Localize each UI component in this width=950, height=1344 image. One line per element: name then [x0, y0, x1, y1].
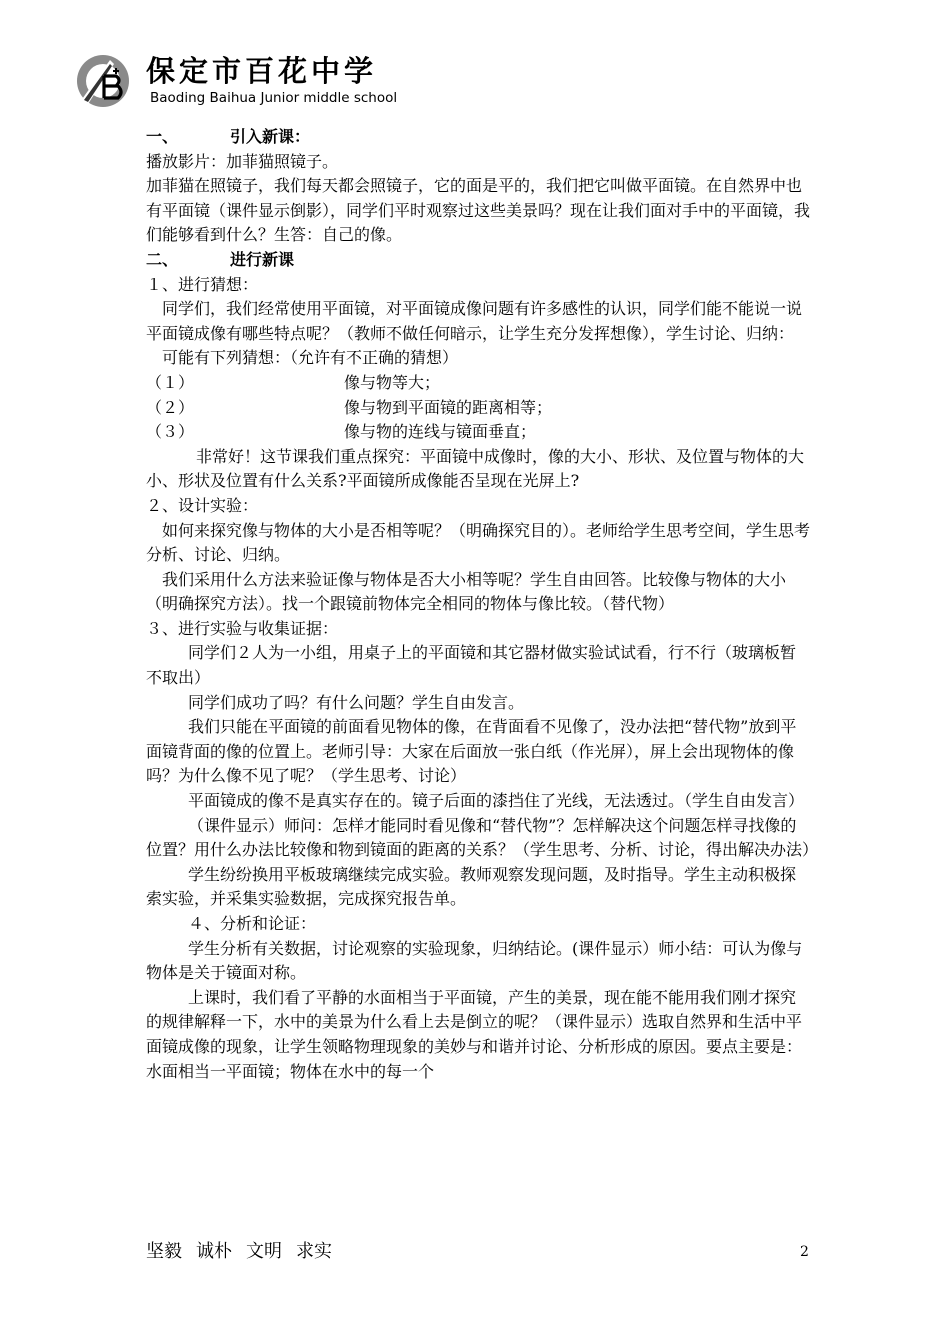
subheading: ３、进行实验与收集证据： — [146, 618, 339, 638]
motto-word: 文明 — [246, 1241, 282, 1262]
school-name-chinese: 保定市百花中学 — [146, 54, 378, 88]
school-name-english: Baoding Baihua Junior middle school — [150, 90, 398, 106]
school-logo-icon — [70, 52, 136, 110]
subheading: １、进行猜想： — [146, 274, 259, 294]
motto-word: 求实 — [296, 1241, 332, 1262]
paragraph: 如何来探究像与物体的大小是否相等呢？（明确探究目的）。老师给学生思考空间，学生思考分析、讨论、归纳。 — [146, 520, 811, 565]
paragraph: 我们只能在平面镜的前面看见物体的像，在背面看不见像了，没办法把“替代物”放到平面镜背面的像的位置上。老师引导：大家在后面放一张白纸（作光屏），屏上会出现物体的像吗？为什么像不见了呢？（学生思考、讨论） — [146, 717, 797, 786]
footer-motto — [146, 1240, 346, 1264]
page-number: 2 — [800, 1244, 809, 1260]
motto-word: 坚毅 — [146, 1241, 182, 1262]
paragraph: 同学们成功了吗？有什么问题？学生自由发言。 — [188, 692, 525, 712]
paragraph: 学生纷纷换用平板玻璃继续完成实验。教师观察发现问题，及时指导。学生主动积极探索实验，并采集实验数据，完成探究报告单。 — [146, 864, 797, 909]
paragraph: 播放影片：加菲猫照镜子。 — [146, 151, 339, 171]
section-heading-1: 一、 引入新课： — [146, 127, 311, 146]
paragraph: 平面镜成的像不是真实存在的。镜子后面的漆挡住了光线，无法透过。（学生自由发言） — [188, 791, 805, 811]
subheading: ２、设计实验： — [146, 495, 259, 515]
paragraph: 加菲猫在照镜子，我们每天都会照镜子，它的面是平的，我们把它叫做平面镜。在自然界中也有平面镜（课件显示倒影），同学们平时观察过这些美景吗？现在让我们面对手中的平面镜，我们能够看到什么？生答：自己的像。 — [146, 176, 811, 245]
paragraph: 上课时，我们看了平静的水面相当于平面镜，产生的美景，现在能不能用我们刚才探究的规律解释一下，水中的美景为什么看上去是倒立的呢？（课件显示）选取自然界和生活中平面镜成像的现象，让学生领略物理现象的美妙与和谐并讨论、分析形成的原因。要点主要是：水面相当一平面镜；物体在水中的每一个 — [146, 987, 803, 1081]
section-heading-2: 二、 进行新课 — [146, 249, 295, 269]
list-item: （３） 像与物的连线与镜面垂直； — [146, 422, 537, 442]
paragraph: 我们采用什么方法来验证像与物体是否大小相等呢？学生自由回答。比较像与物体的大小（明确探究方法）。找一个跟镜前物体完全相同的物体与像比较。（替代物） — [146, 569, 787, 614]
paragraph: （课件显示）师问：怎样才能同时看见像和“替代物”？怎样解决这个问题怎样寻找像的位置？用什么办法比较像和物到镜面的距离的关系？（学生思考、分析、讨论，得出解决办法） — [146, 815, 819, 860]
list-item: （２） 像与物到平面镜的距离相等； — [146, 397, 553, 417]
school-header — [70, 52, 450, 112]
paragraph: 同学们，我们经常使用平面镜，对平面镜成像问题有许多感性的认识，同学们能不能说一说平面镜成像有哪些特点呢？（教师不做任何暗示，让学生充分发挥想像），学生讨论、归纳： — [146, 299, 803, 343]
subheading: ４、分析和论证： — [188, 914, 317, 933]
list-item: （１） 像与物等大； — [146, 372, 441, 392]
paragraph: 学生分析有关数据，讨论观察的实验现象，归纳结论。(课件显示）师小结：可认为像与物体是关于镜面对称。 — [146, 938, 803, 983]
paragraph: 非常好！这节课我们重点探究：平面镜中成像时，像的大小、形状、及位置与物体的大小、形状及位置有什么关系?平面镜所成像能否呈现在光屏上? — [146, 446, 805, 491]
document-body — [146, 125, 819, 1084]
paragraph: 同学们２人为一小组，用桌子上的平面镜和其它器材做实验试试看，行不行（玻璃板暂不取出） — [146, 643, 797, 688]
motto-word: 诚朴 — [196, 1241, 232, 1262]
paragraph: 可能有下列猜想：（允许有不正确的猜想） — [162, 348, 459, 368]
